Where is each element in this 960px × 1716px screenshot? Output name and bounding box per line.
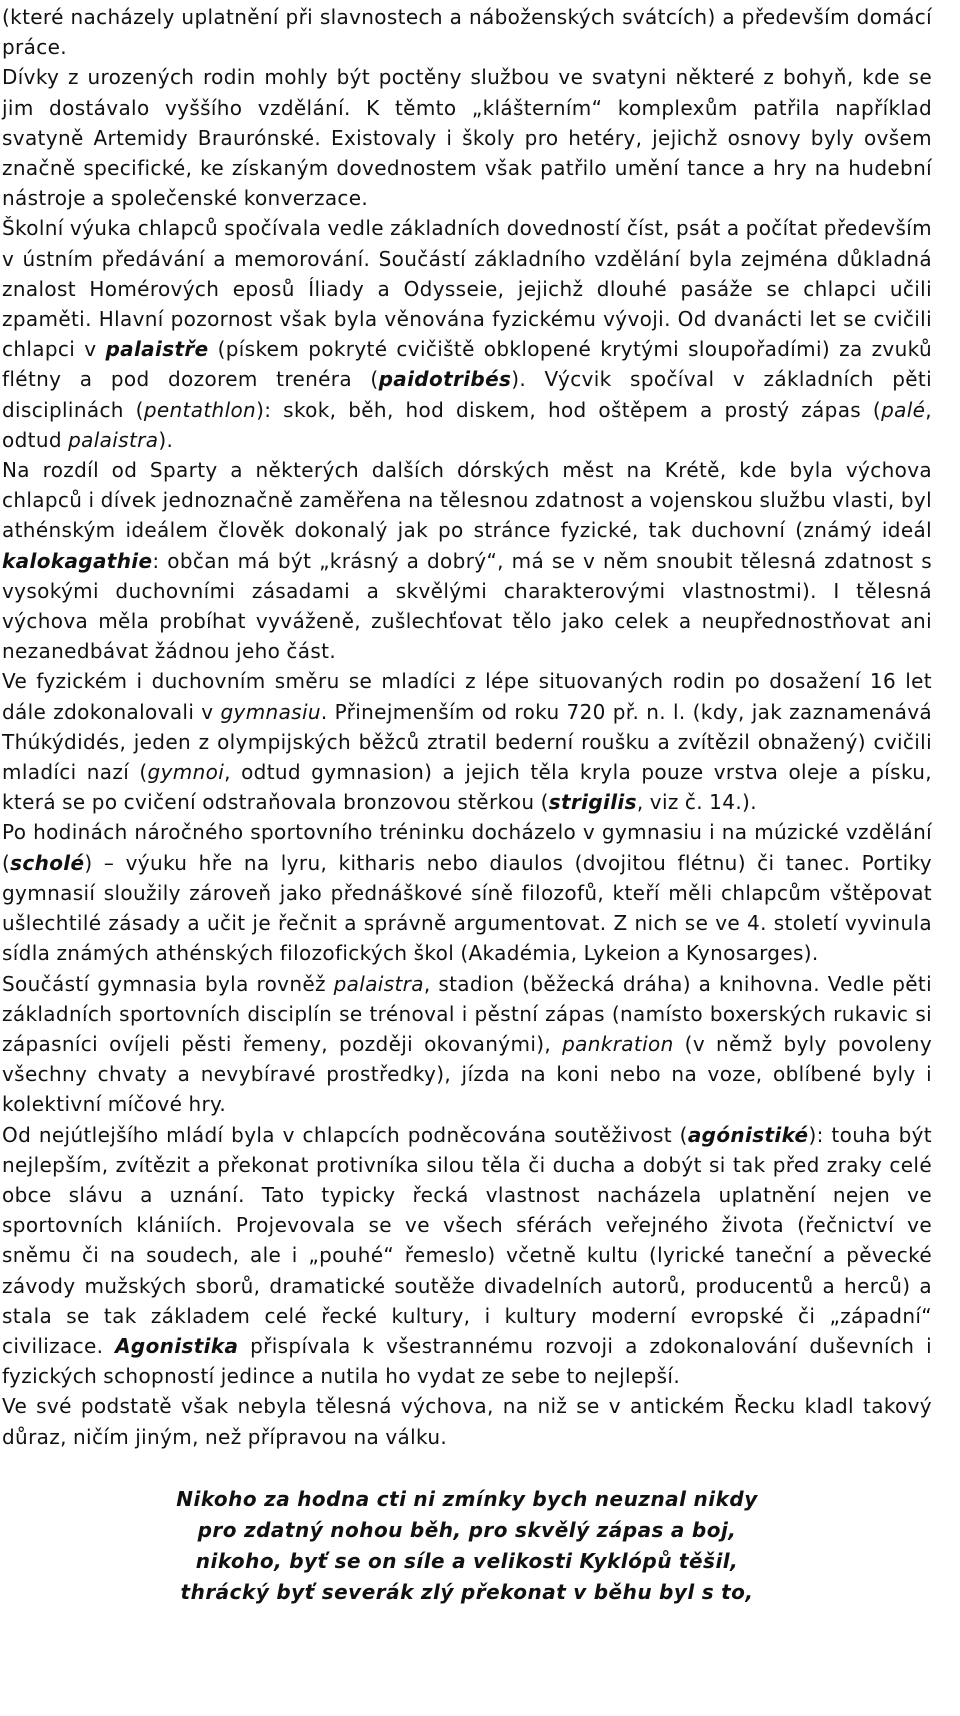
emphasized-term: palaistře <box>105 337 209 362</box>
text-run: , odtud <box>2 397 932 452</box>
poem-line: Nikoho za hodna cti ni zmínky bych neuznal nikdy <box>176 1486 758 1511</box>
emphasized-term: strigilis <box>548 790 637 815</box>
text-run: (pískem pokryté cvičiště obklopené krytými sloupořadími) za zvuků flétny a pod dozorem trenéra ( <box>2 337 932 392</box>
text-run: Školní výuka chlapců spočívala vedle základních dovedností číst, psát a počítat především v ústním předávání a memorování. Součástí základního vzdělání byla zejména důkladná znalost Homérových eposů Íliady a Odysseie, jejichž dlouhé pasáže se chlapci učili zpaměti. Hlavní pozornost však byla věnována fyzickému vývoji. Od dvanácti let se cvičili chlapci v <box>2 216 932 362</box>
paragraph <box>2 213 932 455</box>
paragraph <box>2 1391 932 1451</box>
paragraph <box>2 62 932 213</box>
emphasized-term: pankration <box>562 1031 674 1056</box>
text-run: (které nacházely uplatnění při slavnostech a náboženských svátcích) a především domácí práce. <box>2 5 932 60</box>
text-run: ) – výuku hře na lyru, kitharis nebo diaulos (dvojitou flétnu) či tanec. Portiky gymnasií sloužily zároveň jako přednáškové síně filozofů, kteří měli chlapcům vštěpovat ušlechtilé zásady a učit je řečnit a správně argumentovat. Z nich se ve 4. století vyvinula sídla známých athénských filozofických škol (Akadémia, Lykeion a Kynosarges). <box>2 850 932 966</box>
emphasized-term: scholé <box>10 850 85 875</box>
emphasized-term: palaistra <box>333 971 424 996</box>
emphasized-term: palaistra <box>68 427 159 452</box>
text-run: ): skok, běh, hod diskem, hod oštěpem a prostý zápas ( <box>256 397 882 422</box>
text-run: přispívala k všestrannému rozvoji a zdokonalování duševních i fyzických schopností jedince a nutila ho vydat ze sebe to nejlepší. <box>2 1333 933 1389</box>
emphasized-term: kalokagathie <box>2 548 153 573</box>
poem-quote <box>2 1484 932 1608</box>
text-run: Na rozdíl od Sparty a některých dalších dórských měst na Krétě, kde byla výchova chlapců i dívek jednoznačně zaměřena na tělesnou zdatnost a vojenskou službu vlasti, byl athénským ideálem člověk dokonalý jak po stránce fyzické, tak duchovní (známý ideál <box>2 458 932 543</box>
paragraph <box>2 1120 932 1392</box>
text-run: ). Výcvik spočíval v základních pěti disciplinách ( <box>2 367 932 422</box>
text-run: Po hodinách náročného sportovního tréninku docházelo v gymnasiu i na múzické vzdělání ( <box>2 820 932 875</box>
text-run: Ve fyzickém i duchovním směru se mladíci z lépe situovaných rodin po dosažení 16 let dále zdokonalovali v <box>2 669 932 724</box>
paragraph <box>2 666 932 817</box>
text-run: . Přinejmenším od roku 720 př. n. l. (kdy, jak zaznamenává Thúkýdidés, jeden z olympijských běžců ztratil bederní roušku a zvítězil obnažený) cvičili mladíci nazí ( <box>2 699 932 785</box>
text-run: , stadion (běžecká dráha) a knihovna. Vedle pěti základních sportovních disciplín se trénoval i pěstní zápas (namísto boxerských rukavic si zápasníci ovíjeli pěsti řemeny, později okovanými), <box>2 971 932 1056</box>
paragraph <box>2 2 932 62</box>
emphasized-term: agónistiké <box>687 1122 809 1147</box>
text-run: , viz č. 14.). <box>636 790 757 815</box>
emphasized-term: paidotribés <box>378 367 512 392</box>
poem-line: thrácký byť severák zlý překonat v běhu byl s to, <box>180 1579 754 1604</box>
text-run: Dívky z urozených rodin mohly být poctěny službou ve svatyni některé z bohyň, kde se jim dostávalo vyššího vzdělání. K těmto „klášterním“ komplexům patřila například svatyně Artemidy Braurónské. Existovaly i školy pro hetéry, jejichž osnovy byly ovšem značně specifické, ke získaným dovednostem však patřilo umění tance a hry na hudební nástroje a společenské konverzace. <box>2 65 932 211</box>
text-run: Ve své podstatě však nebyla tělesná výchova, na niž se v antickém Řecku kladl takový důraz, ničím jiným, než přípravou na válku. <box>2 1394 932 1449</box>
text-run: (v němž byly povoleny všechny chvaty a nevybíravé prostředky), jízda na koni nebo na voze, oblíbené byly i kolektivní míčové hry. <box>2 1031 932 1117</box>
text-run: , odtud gymnasion) a jejich těla kryla pouze vrstva oleje a písku, která se po cvičení odstraňovala bronzovou stěrkou ( <box>2 760 932 815</box>
emphasized-term: palé <box>881 397 926 422</box>
document-text <box>2 2 932 1452</box>
emphasized-term: gymnoi <box>147 760 225 785</box>
emphasized-term: gymnasiu <box>220 699 321 724</box>
paragraph <box>2 817 932 968</box>
poem-line: pro zdatný nohou běh, pro skvělý zápas a boj, <box>197 1517 737 1542</box>
poem-line: nikoho, byť se on síle a velikosti Kyklópů těšil, <box>195 1548 739 1573</box>
text-run: Od nejútlejšího mládí byla v chlapcích podněcována soutěživost ( <box>2 1122 688 1147</box>
paragraph <box>2 455 932 666</box>
text-run: : občan má být „krásný a dobrý“, má se v něm snoubit tělesná zdatnost s vysokými duchovními zásadami a skvělými charakterovými vlastnostmi). I tělesná výchova měla probíhat vyváženě, zušlechťovat tělo jako celek a neupřednostňovat ani nezanedbávat žádnou jeho část. <box>2 548 932 664</box>
paragraph <box>2 969 932 1120</box>
text-run: ). <box>158 427 174 452</box>
emphasized-term: Agonistika <box>115 1333 239 1358</box>
text-run: ): touha být nejlepším, zvítězit a překonat protivníka silou těla či ducha a dobýt si tak před zraky celé obce slávu a uznání. Tato typicky řecká vlastnost nacházela uplatnění nejen ve sportovních klániích. Projevovala se ve všech sférách veřejného života (řečnictví ve sněmu či na soudech, ale i „pouhé“ řemeslo) včetně kultu (lyrické taneční a pěvecké závody mužských sborů, dramatické soutěže divadelních autorů, producentů a herců) a stala se tak základem celé řecké kultury, i kultury moderní evropské či „západní“ civilizace. <box>2 1122 932 1358</box>
text-run: Součástí gymnasia byla rovněž <box>2 971 334 996</box>
document-body <box>2 0 932 1608</box>
emphasized-term: pentathlon <box>143 397 257 422</box>
